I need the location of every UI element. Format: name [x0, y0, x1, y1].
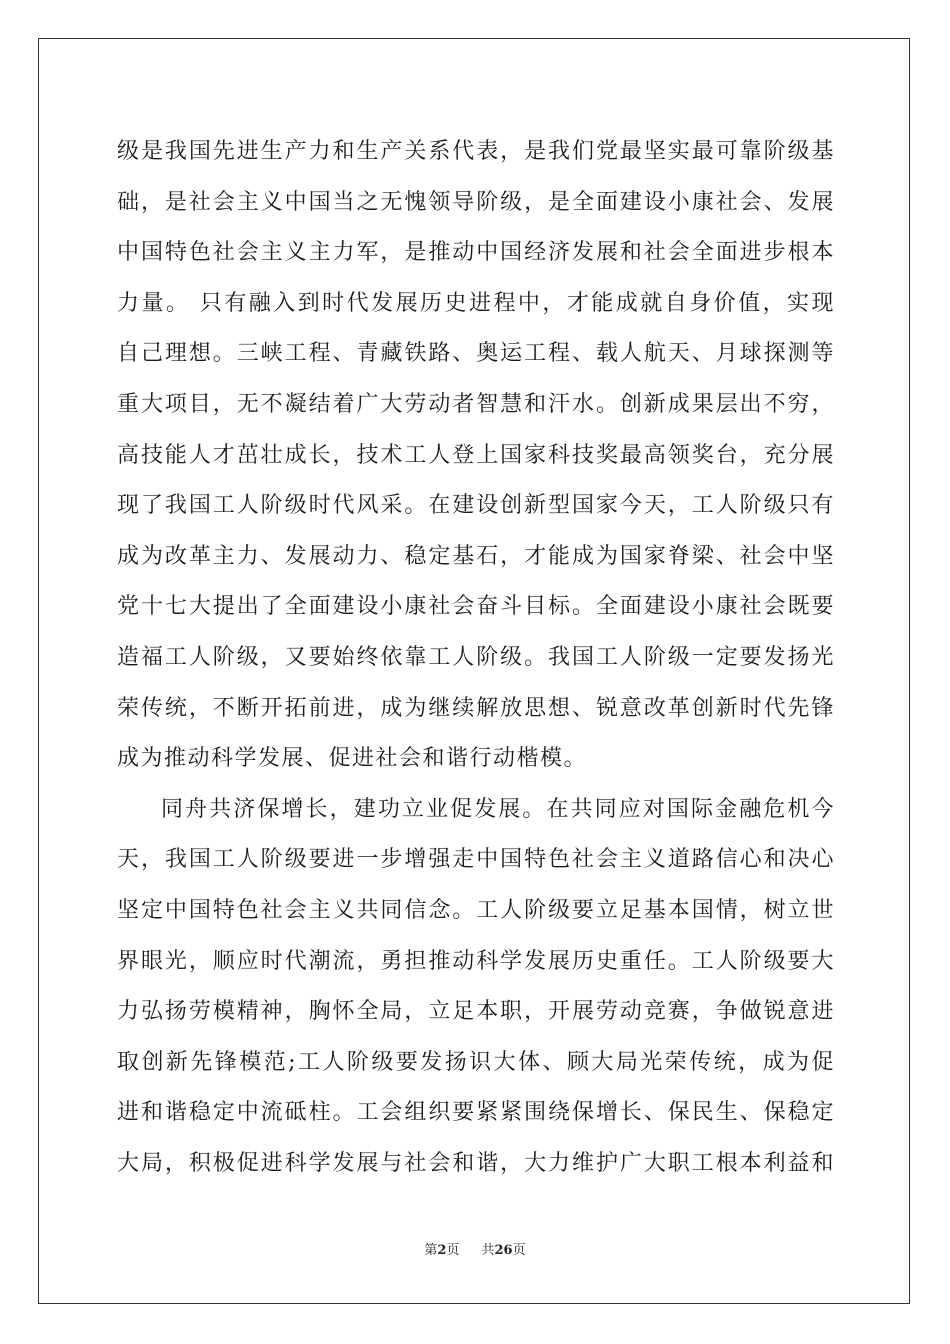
- text-line: 自己理想。三峡工程、青藏铁路、奥运工程、载人航天、月球探测等: [117, 341, 835, 367]
- text-line: 坚定中国特色社会主义共同信念。工人阶级要立足基本国情，树立世: [117, 897, 835, 923]
- text-line: 力量。 只有融入到时代发展历史进程中，才能成就自身价值，实现: [117, 290, 835, 316]
- text-line: 造福工人阶级，又要始终依靠工人阶级。我国工人阶级一定要发扬光: [117, 644, 835, 670]
- page-number: 2: [437, 1243, 447, 1258]
- total-prefix: 共: [481, 1243, 495, 1258]
- document-body: [117, 127, 835, 1189]
- text-line: 进和谐稳定中流砥柱。工会组织要紧紧围绕保增长、保民生、保稳定: [117, 1100, 835, 1126]
- total-suffix: 页: [512, 1243, 526, 1258]
- text-line: 高技能人才茁壮成长，技术工人登上国家科技奖最高领奖台，充分展: [117, 442, 835, 468]
- total-pages: 26: [494, 1243, 513, 1258]
- text-line: 大局，积极促进科学发展与社会和谐，大力维护广大职工根本利益和: [117, 1150, 835, 1176]
- page-footer: [0, 1239, 950, 1258]
- text-line: 荣传统，不断开拓前进，成为继续解放思想、锐意改革创新时代先锋: [117, 695, 835, 721]
- text-line: 础，是社会主义中国当之无愧领导阶级，是全面建设小康社会、发展: [117, 189, 835, 215]
- page-prefix: 第: [424, 1243, 438, 1258]
- text-line: 成为改革主力、发展动力、稳定基石，才能成为国家脊梁、社会中坚: [117, 543, 835, 569]
- text-line: 天，我国工人阶级要进一步增强走中国特色社会主义道路信心和决心: [117, 847, 835, 873]
- text-line: 重大项目，无不凝结着广大劳动者智慧和汗水。创新成果层出不穷，: [117, 391, 835, 417]
- page-suffix: 页: [446, 1243, 460, 1258]
- text-line: 同舟共济保增长，建功立业促发展。在共同应对国际金融危机今: [161, 796, 835, 822]
- text-line: 取创新先锋模范;工人阶级要发扬识大体、顾大局光荣传统，成为促: [117, 1049, 835, 1075]
- text-line: 级是我国先进生产力和生产关系代表，是我们党最坚实最可靠阶级基: [117, 139, 835, 164]
- text-line: 现了我国工人阶级时代风采。在建设创新型国家今天，工人阶级只有: [117, 493, 835, 519]
- text-line: 力弘扬劳模精神，胸怀全局，立足本职，开展劳动竞赛，争做锐意进: [117, 999, 835, 1025]
- text-line: 党十七大提出了全面建设小康社会奋斗目标。全面建设小康社会既要: [117, 594, 835, 620]
- text-line: 界眼光，顺应时代潮流，勇担推动科学发展历史重任。工人阶级要大: [117, 948, 835, 974]
- text-line: 中国特色社会主义主力军，是推动中国经济发展和社会全面进步根本: [117, 240, 835, 266]
- text-line: 成为推动科学发展、促进社会和谐行动楷模。: [117, 746, 588, 772]
